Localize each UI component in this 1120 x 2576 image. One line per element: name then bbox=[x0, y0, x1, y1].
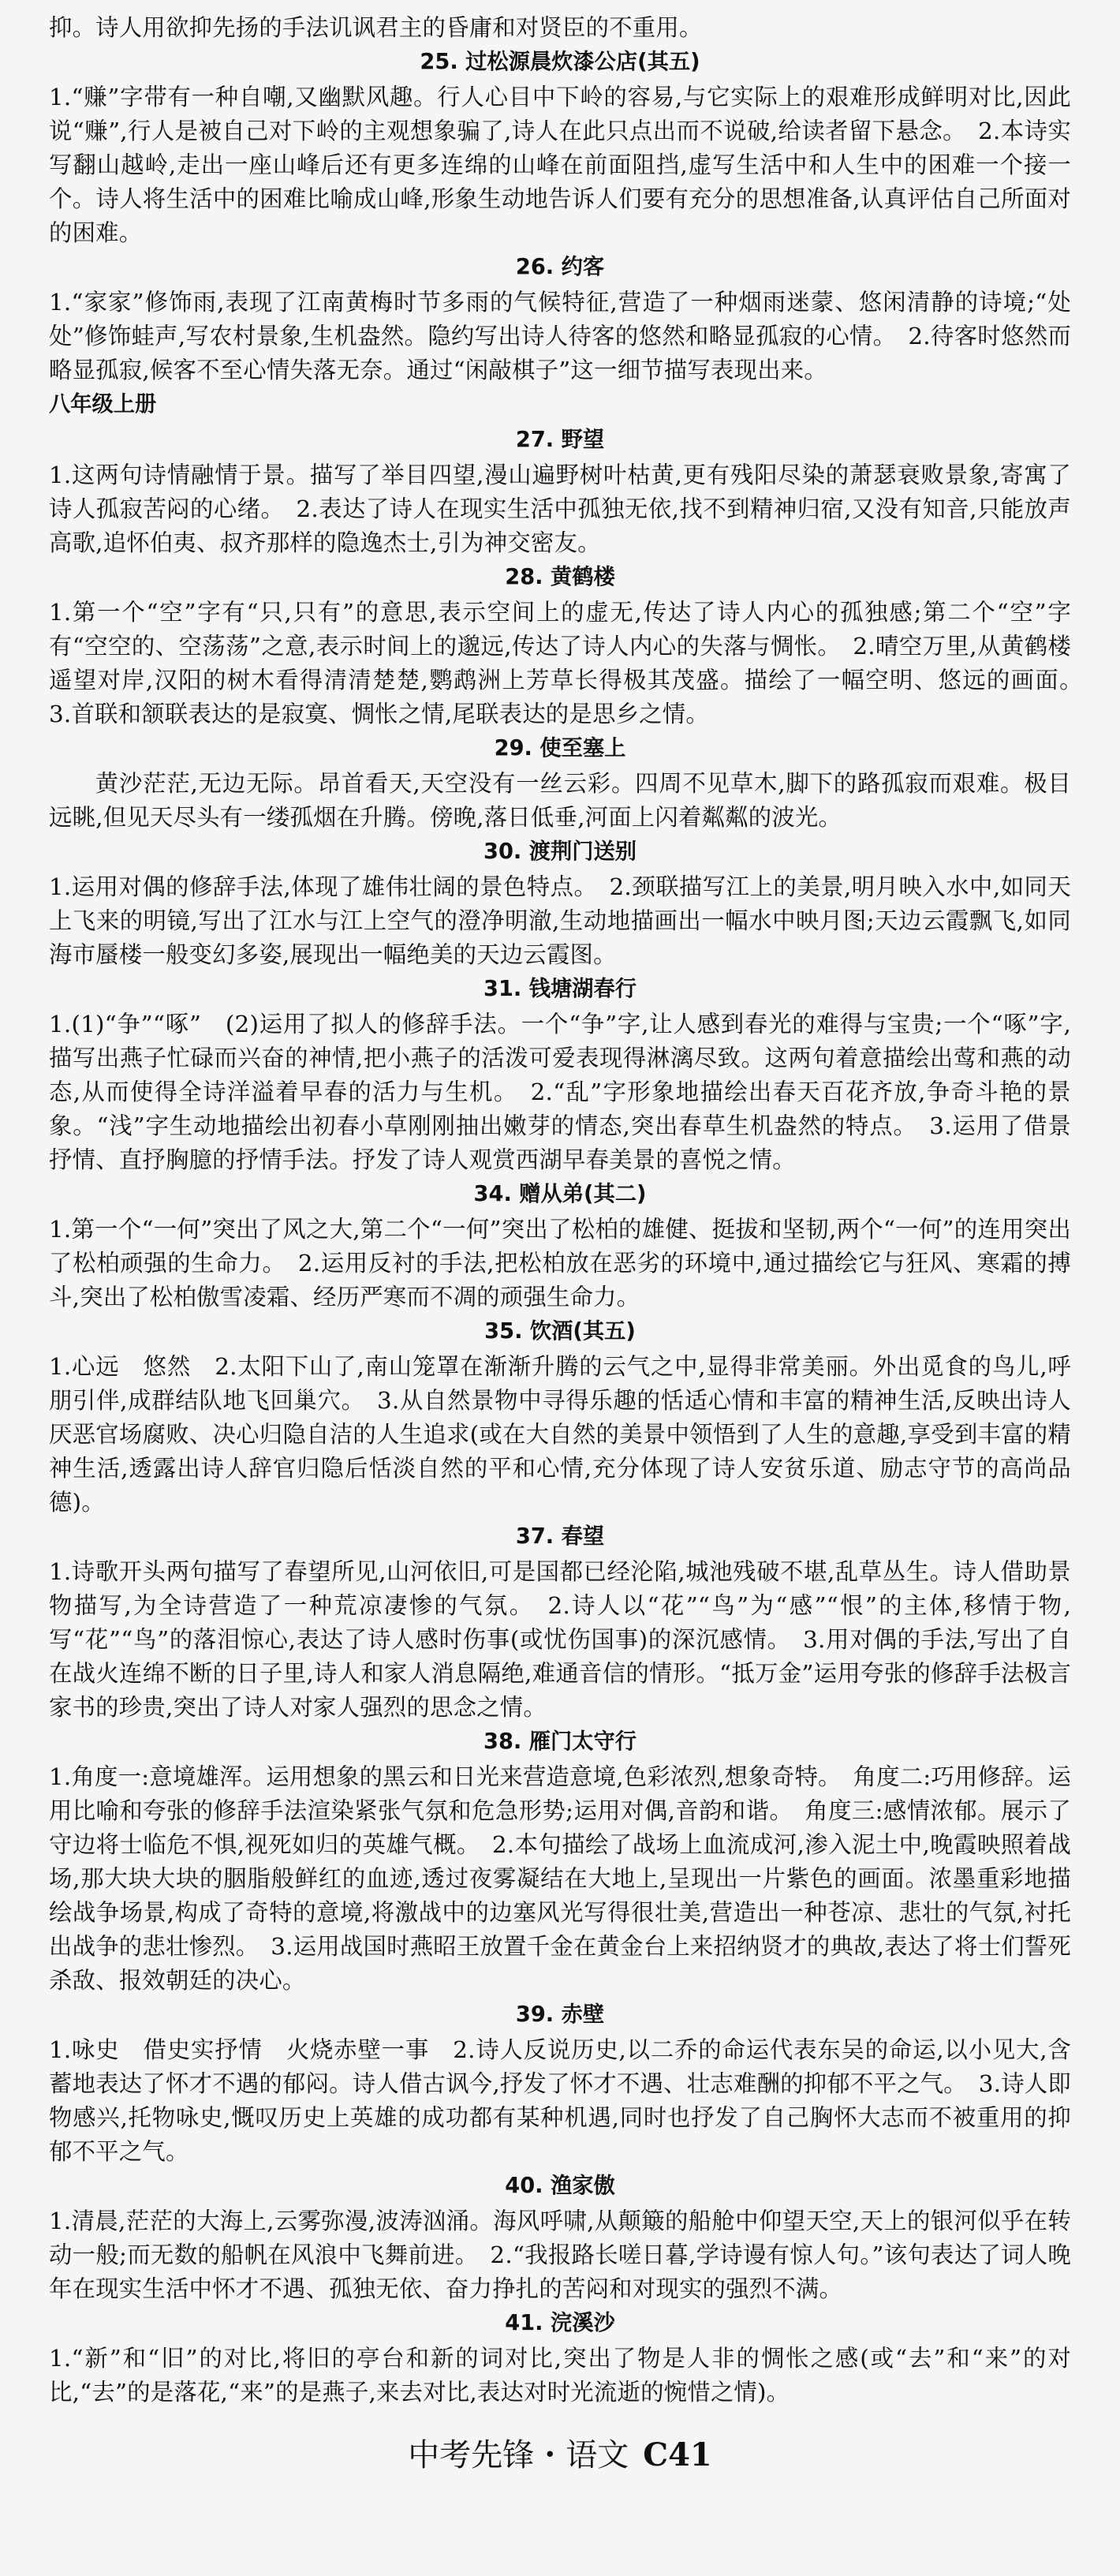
answer-paragraph: 1.这两句诗情融情于景。描写了举目四望,漫山遍野树叶枯黄,更有残阳尽染的萧瑟衰败景象,寄寓了诗人孤寂苦闷的心绪。 2.表达了诗人在现实生活中孤独无依,找不到精神归宿,又没有知音,只能放声高歌,追怀伯夷、叔齐那样的隐逸杰士,引为神交密友。 bbox=[49, 461, 1071, 556]
answer-paragraph: 1.第一个“空”字有“只,只有”的意思,表示空间上的虚无,传达了诗人内心的孤独感;第二个“空”字有“空空的、空荡荡”之意,表示时间上的邈远,传达了诗人内心的失落与惆怅。 2.晴空万里,从黄鹤楼遥望对岸,汉阳的树木看得清清楚楚,鹦鹉洲上芳草长得极其茂盛。描绘了一幅空明、悠远的画面。 3.首联和颔联表达的是寂寞、惆怅之情,尾联表达的是思乡之情。 bbox=[49, 598, 1095, 727]
footer-page-code: C41 bbox=[643, 2436, 712, 2473]
answer-paragraph: 1.清晨,茫茫的大海上,云雾弥漫,波涛汹涌。海风呼啸,从颠簸的船舱中仰望天空,天上的银河似乎在转动一般;而无数的船帆在风浪中飞舞前进。 2.“我报路长嗟日暮,学诗谩有惊人句。”该句表达了词人晚年在现实生活中怀才不遇、孤独无依、奋力挣扎的苦闷和对现实的强烈不满。 bbox=[49, 2208, 1071, 2303]
poem-title: 41. 浣溪沙 bbox=[505, 2311, 615, 2336]
poem-title: 31. 钱塘湖春行 bbox=[483, 976, 637, 1001]
answer-paragraph: 抑。诗人用欲抑先扬的手法讥讽君主的昏庸和对贤臣的不重用。 bbox=[49, 14, 703, 41]
answer-paragraph: 1.第一个“一何”突出了风之大,第二个“一何”突出了松柏的雄健、挺拔和坚韧,两个“一何”的连用突出了松柏顽强的生命力。 2.运用反衬的手法,把松柏放在恶劣的环境中,通过描绘它与狂风、寒霜的搏斗,突出了松柏傲雪凌霜、经历严寒而不凋的顽强生命力。 bbox=[49, 1215, 1071, 1310]
answer-content bbox=[49, 11, 1095, 2432]
footer-book-title: 中考先锋・语文 bbox=[408, 2437, 629, 2473]
answer-paragraph: 1.心远 悠然 2.太阳下山了,南山笼罩在渐渐升腾的云气之中,显得非常美丽。外出觅食的鸟儿,呼朋引伴,成群结队地飞回巢穴。 3.从自然景物中寻得乐趣的恬适心情和丰富的精神生活,反映出诗人厌恶官场腐败、决心归隐自洁的人生追求(或在大自然的美景中领悟到了人生的意趣,享受到丰富的精神生活,透露出诗人辞官归隐后恬淡自然的平和心情,充分体现了诗人安贫乐道、励志守节的高尚品德)。 bbox=[49, 1352, 1071, 1516]
answer-paragraph: 1.“家家”修饰雨,表现了江南黄梅时节多雨的气候特征,营造了一种烟雨迷蒙、悠闲清静的诗境;“处处”修饰蛙声,写农村景象,生机盎然。隐约写出诗人待客的悠然和略显孤寂的心情。 2.待客时悠然而略显孤寂,候客不至心情失落无奈。通过“闲敲棋子”这一细节描写表现出来。 bbox=[49, 288, 1071, 384]
poem-title: 34. 赠从弟(其二) bbox=[473, 1181, 647, 1206]
answer-paragraph: 1.(1)“争”“啄” (2)运用了拟人的修辞手法。一个“争”字,让人感到春光的难得与宝贵;一个“啄”字,描写出燕子忙碌而兴奋的神情,把小燕子的活泼可爱表现得淋漓尽致。这两句着意描绘出莺和燕的动态,从而使得全诗洋溢着早春的活力与生机。 2.“乱”字形象地描绘出春天百花齐放,争奇斗艳的景象。“浅”字生动地描绘出初春小草刚刚抽出嫩芽的情态,突出春草生机盎然的特点。 3.运用了借景抒情、直抒胸臆的抒情手法。抒发了诗人观赏西湖早春美景的喜悦之情。 bbox=[49, 1010, 1071, 1173]
poem-title: 27. 野望 bbox=[515, 427, 605, 452]
poem-title: 28. 黄鹤楼 bbox=[505, 564, 615, 589]
answer-paragraph: 1.运用对偶的修辞手法,体现了雄伟壮阔的景色特点。 2.颈联描写江上的美景,明月映入水中,如同天上飞来的明镜,写出了江水与江上空气的澄净明澈,生动地描画出一幅水中映月图;天边云霞飘飞,如同海市蜃楼一般变幻多姿,展现出一幅绝美的天边云霞图。 bbox=[49, 873, 1071, 968]
answer-paragraph: 黄沙茫茫,无边无际。昂首看天,天空没有一丝云彩。四周不见草木,脚下的路孤寂而艰难。极目远眺,但见天尽头有一缕孤烟在升腾。傍晚,落日低垂,河面上闪着粼粼的波光。 bbox=[49, 769, 1071, 831]
answer-paragraph: 1.角度一:意境雄浑。运用想象的黑云和日光来营造意境,色彩浓烈,想象奇特。 角度二:巧用修辞。运用比喻和夸张的修辞手法渲染紧张气氛和危急形势;运用对偶,音韵和谐。 角度三:感情浓郁。展示了守边将士临危不惧,视死如归的英雄气概。 2.本句描绘了战场上血流成河,渗入泥土中,晚霞映照着战场,那大块大块的胭脂般鲜红的血迹,透过夜雾凝结在大地上,呈现出一片紫色的画面。浓墨重彩地描绘战争场景,构成了奇特的意境,将激战中的边塞风光写得很壮美,营造出一种苍凉、悲壮的气氛,衬托出战争的悲壮惨烈。 3.运用战国时燕昭王放置千金在黄金台上来招纳贤才的典故,表达了将士们誓死杀敌、报效朝廷的决心。 bbox=[49, 1763, 1071, 1995]
poem-title: 37. 春望 bbox=[515, 1524, 605, 1550]
answer-paragraph: 1.“新”和“旧”的对比,将旧的亭台和新的词对比,突出了物是人非的惆怅之感(或“去”和“来”的对比,“去”的是落花,“来”的是燕子,来去对比,表达对时光流逝的惋惜之情)。 bbox=[49, 2345, 1071, 2406]
poem-title: 40. 渔家傲 bbox=[505, 2174, 615, 2199]
poem-title: 30. 渡荆门送别 bbox=[483, 839, 637, 864]
answer-paragraph: 1.“赚”字带有一种自嘲,又幽默风趣。行人心目中下岭的容易,与它实际上的艰难形成鲜明对比,因此说“赚”,行人是被自己对下岭的主观想象骗了,诗人在此只点出而不说破,给读者留下悬念。 2.本诗实写翻山越岭,走出一座山峰后还有更多连绵的山峰在前面阻挡,虚写生活中和人生中的困难一个接一个。诗人将生活中的困难比喻成山峰,形象生动地告诉人们要有充分的思想准备,认真评估自己所面对的困难。 bbox=[49, 83, 1071, 247]
answer-paragraph: 1.诗歌开头两句描写了春望所见,山河依旧,可是国都已经沦陷,城池残破不堪,乱草丛生。诗人借助景物描写,为全诗营造了一种荒凉凄惨的气氛。 2.诗人以“花”“鸟”为“感”“恨”的主体,移情于物,写“花”“鸟”的落泪惊心,表达了诗人感时伤事(或忧伤国事)的深沉感情。 3.用对偶的手法,写出了自在战火连绵不断的日子里,诗人和家人消息隔绝,难通音信的情形。“抵万金”运用夸张的修辞手法极言家书的珍贵,突出了诗人对家人强烈的思念之情。 bbox=[49, 1557, 1071, 1722]
page-footer bbox=[0, 2432, 1120, 2479]
answer-paragraph: 1.咏史 借史实抒情 火烧赤壁一事 2.诗人反说历史,以二乔的命运代表东吴的命运,以小见大,含蓄地表达了怀才不遇的郁闷。诗人借古讽今,抒发了怀才不遇、壮志难酬的抑郁不平之气。 3.诗人即物感兴,托物咏史,慨叹历史上英雄的成功都有某种机遇,同时也抒发了自己胸怀大志而不被重用的抑郁不平之气。 bbox=[49, 2036, 1071, 2166]
poem-title: 39. 赤壁 bbox=[515, 2002, 605, 2028]
poem-title: 38. 雁门太守行 bbox=[483, 1729, 637, 1755]
poem-title: 35. 饮酒(其五) bbox=[484, 1318, 636, 1344]
poem-title: 29. 使至塞上 bbox=[494, 735, 626, 761]
grade-heading: 八年级上册 bbox=[49, 392, 157, 417]
poem-title: 26. 约客 bbox=[515, 255, 605, 280]
poem-title: 25. 过松源晨炊漆公店(其五) bbox=[420, 50, 700, 75]
